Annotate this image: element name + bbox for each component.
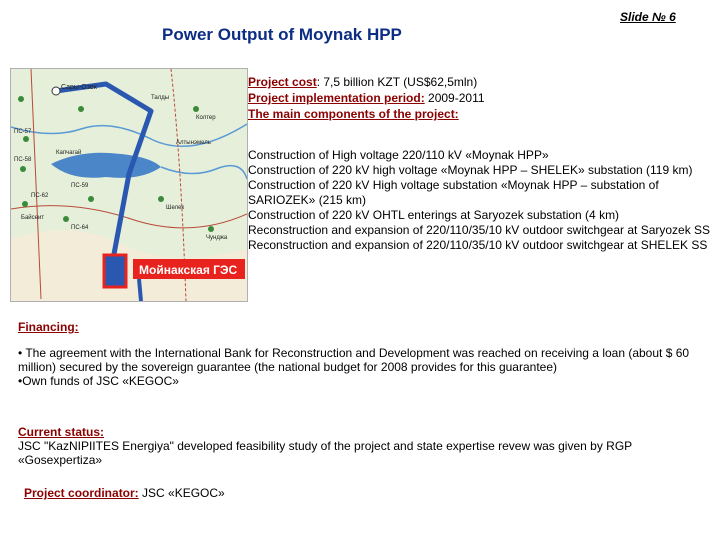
map-town-label: Талды [151,95,170,101]
substation-marker [22,201,28,207]
status-label: Current status: [18,425,105,439]
component-item: Construction of 220 kV high voltage «Moynak HPP – SHELEK» substation (119 km) [248,163,693,177]
component-item: Construction of High voltage 220/110 kV «Moynak HPP» [248,148,549,162]
components-heading [248,106,485,122]
map-town-label: ПС-64 [71,225,89,231]
map-town-label: Капчагай [56,150,82,156]
project-period [248,90,485,106]
map-town-label: Байсеит [21,215,45,221]
map-town-label: ПС-59 [71,183,89,189]
substation-marker [88,196,94,202]
component-item: Reconstruction and expansion of 220/110/35/10 kV outdoor switchgear at Saryozek SS [248,223,711,237]
financing-item: • The agreement with the International Bank for Reconstruction and Development was reached on receiving a loan (about $ 60 million) secured by the sovereign guarantee (the national budget for 2008 provides for this guarantee) [18,346,690,374]
map-svg [11,69,247,301]
map-town-label: ПС-62 [31,193,49,199]
project-period-value: 2009-2011 [424,91,485,105]
map-town-label: Алтынэмель [176,140,211,146]
components-label: The main components of the project: [248,107,459,121]
map-town-label: Чунджа [206,235,228,241]
transmission-line [139,279,141,301]
status-text: JSC "KazNIPIITES Energiya" developed feasibility study of the project and state expertise revew was given by RGP «Gosexpertiza» [18,439,632,467]
map-town-label: Шелек [166,205,185,211]
component-item: Construction of 220 kV High voltage substation «Moynak HPP – substation of SARIOZEK» (215 km) [248,178,659,207]
coordinator-value: JSC «KEGOC» [138,486,225,500]
project-cost-value: : 7,5 billion KZT (US$62,5mln) [316,75,478,89]
component-item: Construction of 220 kV OHTL enterings at Saryozek substation (4 km) [248,208,620,222]
project-map [10,68,248,302]
substation-marker [23,136,29,142]
substation-marker [158,196,164,202]
project-coordinator [24,486,225,500]
map-town-label: Колтер [196,115,216,121]
project-info [248,74,485,122]
substation-marker [208,226,214,232]
substation-marker [193,106,199,112]
slide-number: Slide № 6 [620,10,676,24]
component-item: Reconstruction and expansion of 220/110/35/10 kV outdoor switchgear at SHELEK SS [248,238,708,252]
components-list [248,148,714,253]
substation-marker [63,216,69,222]
current-status [18,425,708,467]
coordinator-label: Project coordinator: [24,486,139,500]
page-title: Power Output of Moynak HPP [162,25,402,44]
substation-marker [52,87,60,95]
financing-label: Financing: [18,320,79,334]
project-cost [248,74,485,90]
map-town-label: ПС-57 [14,129,32,135]
substation-marker [20,166,26,172]
substation-marker [18,96,24,102]
moynak-hpp-marker [104,255,126,287]
financing-body [18,346,708,388]
financing-item: •Own funds of JSC «KEGOC» [18,374,179,388]
project-period-label: Project implementation period: [248,91,425,105]
project-cost-label: Project cost [248,75,317,89]
financing-heading [18,320,708,334]
map-town-label: ПС-58 [14,157,32,163]
substation-marker [78,106,84,112]
moynak-label: Мойнакская ГЭС [139,263,238,277]
map-town-label: Сары-Озек [61,84,97,91]
